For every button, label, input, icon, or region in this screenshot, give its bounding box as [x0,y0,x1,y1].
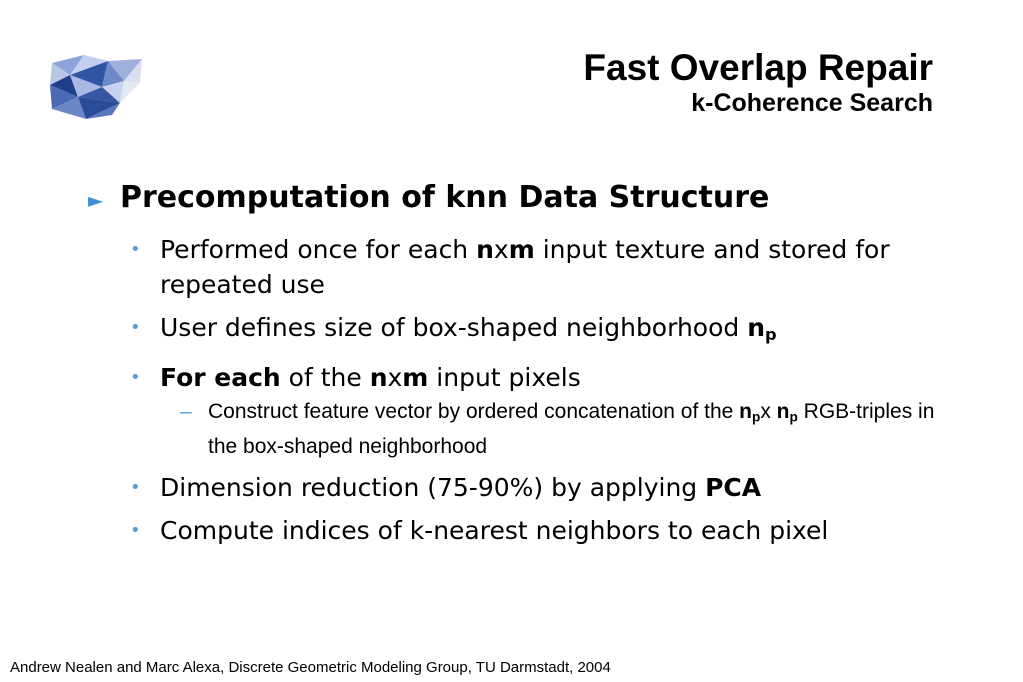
sub-bullet-item [180,397,948,462]
slide-content [88,176,948,548]
bullet-item-4 [130,470,948,505]
slide-title: Fast Overlap Repair [583,47,933,88]
dash-bullet-icon: – [180,400,192,424]
slide-subtitle: k-Coherence Search [691,89,933,117]
dot-bullet-icon: • [130,367,141,389]
dot-bullet-icon: • [130,520,141,542]
footer-credit: Andrew Nealen and Marc Alexa, Discrete Geometric Modeling Group, TU Darmstadt, 2004 [10,659,611,676]
bullet-text-1: Performed once for each nxm input texture and stored for repeated use [160,235,890,299]
bullet-item-2 [130,310,948,352]
triangle-bullet-icon: ► [88,188,104,212]
triangulated-mesh-logo [50,55,144,119]
bullet-text-3: For each of the nxm input pixels [160,363,581,393]
bullet-item-1 [130,232,948,302]
bullet-item-5 [130,513,948,548]
dot-bullet-icon: • [130,317,141,338]
bullet-item-3 [130,360,948,395]
dot-bullet-icon: • [130,477,141,499]
main-bullet-text: Precomputation of knn Data Structure [120,180,770,215]
main-bullet [88,176,948,224]
bullet-text-5: Compute indices of k-nearest neighbors to each pixel [160,516,829,546]
sub-bullet-text: Construct feature vector by ordered concatenation of the $n_px$ $n_p$ RGB-triples in the box-shaped neighborhood [208,400,935,459]
bullet-text-4: Dimension reduction (75-90%) by applying PCA [160,473,762,503]
dot-bullet-icon: • [130,239,141,260]
title-block [583,48,933,118]
bullet-text-2: User defines size of box-shaped neighborhood $n_p$ [160,313,777,345]
